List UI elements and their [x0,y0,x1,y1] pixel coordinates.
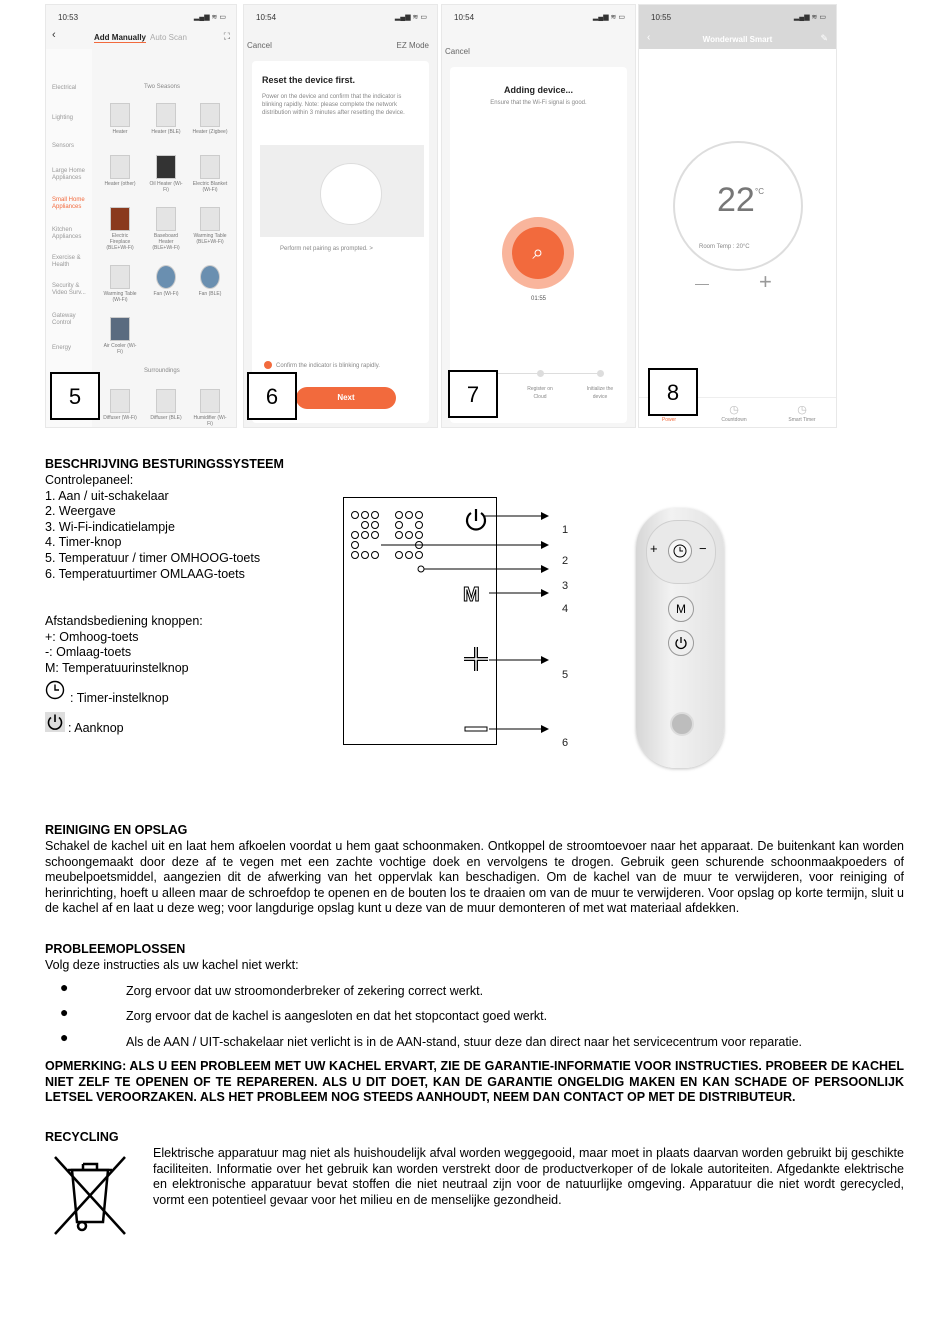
back-icon[interactable]: ‹ [52,29,56,41]
device-tile[interactable]: Humidifier (Wi-Fi) [192,389,228,427]
table-icon [200,207,220,231]
heater-icon [200,103,220,127]
confirm-label: Confirm the indicator is blinking rapidly. [276,363,380,369]
temperature-unit: °C [755,187,764,196]
panel-item: 6. Temperatuurtimer OMLAAG-toets [45,566,245,581]
pairing-link[interactable]: Perform net pairing as prompted. > [280,246,373,252]
remote-power-button[interactable] [668,630,694,656]
device-tile[interactable]: Diffuser (Wi-Fi) [102,389,138,421]
diagram-number: 2 [562,555,569,567]
cancel-button[interactable]: Cancel [445,47,470,56]
temperature-value: 22 [717,181,755,219]
countdown-timer: 01:55 [530,296,546,302]
fireplace-icon [110,207,130,231]
remote-lanyard-hole [670,712,694,736]
device-tile[interactable]: Diffuser (BLE) [148,389,184,421]
category-item[interactable]: Lighting [52,115,74,121]
humidifier-icon [200,389,220,413]
step-dot [537,370,544,377]
troubleshooting-intro: Volg deze instructies als uw kachel niet werkt: [45,958,299,972]
cleaning-text: Schakel de kachel uit en laat hem afkoelen voordat u hem gaat schoonmaken. Ontkoppel de stroomtoevoer naar het apparaat. De buitenkant kan worden schoongemaakt door deze af te vegen met een zachte vochtige doek en vervolgens te drogen. Gebruik geen schurende schoonmaakpoeders of meubelpoetsmiddel, aangezien dit de afwerking van het oppervlak kan beschadigen. Om de kachel van de muur te verwijderen, voor reiniging of herinrichting, hoeft u alleen maar de schroefdop te openen en de bouten los te draaien om van de muur te verwijderen. Voor opslag op korte termijn, sluit u de kachel af en laat u deze weg; voor langdurige opslag kunt u deze van de muur demonteren of met wat materiaal afdekken. [45,839,904,916]
status-time: 10:54 [256,13,277,22]
diffuser-icon [156,389,176,413]
troubleshooting-item: Zorg ervoor dat de kachel is aangesloten en dat het stopcontact goed werkt. [126,1009,548,1023]
device-tile[interactable]: Warming Table (Wi-Fi) [102,265,138,303]
troubleshooting-heading: PROBLEEMOPLOSSEN [45,942,186,956]
signal-icons: ▂▄▆ ≋ ▭ [793,14,826,21]
troubleshooting-item: Zorg ervoor dat uw stroomonderbreker of zekering correct werkt. [126,984,484,998]
device-tile[interactable]: Electric Fireplace (BLE+Wi-Fi) [102,207,138,251]
diagram-number: 4 [562,603,569,615]
device-tile[interactable]: Fan (Wi-Fi) [148,265,184,297]
reset-description: Power on the device and confirm that the indicator is blinking rapidly. Note: please complete the network distribution within 3 minutes after resetting the device. [262,94,405,116]
weee-bin-icon [50,1152,130,1238]
device-tile[interactable]: Heater (other) [102,155,138,187]
device-tile[interactable]: Heater (Zigbee) [192,103,228,135]
control-heading: BESCHRIJVING BESTURINGSSYSTEEM [45,457,284,471]
timer-icon [45,680,65,700]
panel-label: Controlepaneel: [45,473,134,487]
diffuser-icon [110,389,130,413]
reset-title: Reset the device first. [262,75,356,85]
panel-item: 4. Timer-knop [45,535,122,550]
device-icon [320,163,382,225]
step-dot [597,370,604,377]
bullet-icon: ● [60,979,69,995]
plus-button[interactable]: + [759,269,772,294]
panel-item: 5. Temperatuur / timer OMHOOG-toets [45,550,261,565]
diagram-number: 6 [562,737,569,749]
table-icon [110,265,130,289]
oil-heater-icon [156,155,176,179]
power-icon [45,712,65,732]
step-label: Register on Cloud [527,386,553,400]
room-temperature: Room Temp : 20°C [699,244,750,250]
timer-icon: ◷ [797,404,807,416]
cleaning-heading: REINIGING EN OPSLAG [45,823,188,837]
nav-countdown[interactable] [719,403,749,424]
scan-icon[interactable]: ⛶ [223,31,230,41]
timer-button-label: : Timer-instelknop [70,691,169,705]
step-label: Initialize the device [586,386,614,400]
recycling-heading: RECYCLING [45,1130,119,1144]
baseboard-icon [156,207,176,231]
next-button[interactable]: Next [296,387,396,409]
category-item[interactable]: Security & Video Surv... [52,283,86,296]
device-tile[interactable]: Warming Table (BLE+Wi-Fi) [192,207,228,245]
remote-minus-button[interactable]: − [699,541,707,556]
category-item-active[interactable]: Small Home Appliances [52,197,85,210]
panel-item: 3. Wi-Fi-indicatielampje [45,519,175,534]
device-title: Wonderwall Smart [702,35,773,44]
mode-switch[interactable]: EZ Mode [396,41,429,50]
screenshot-add-manually [45,4,237,428]
step-badge: 5 [50,372,100,420]
signal-icons: ▂▄▆ ≋ ▭ [193,14,226,21]
fan-icon [200,265,220,289]
power-button-label: : Aanknop [68,721,124,735]
nav-label: Smart Timer [788,417,816,423]
signal-icons: ▂▄▆ ≋ ▭ [592,14,625,21]
device-tile[interactable]: Fan (BLE) [192,265,228,297]
fan-icon [156,265,176,289]
remote-item: M: Temperatuurinstelknop [45,660,189,675]
clock-icon [669,540,691,562]
status-bar [46,5,236,27]
status-time: 10:53 [58,13,79,22]
section-title-bottom: Surroundings [144,368,180,374]
warning-note: OPMERKING: ALS U EEN PROBLEEM MET UW KACHEL ERVART, ZIE DE GARANTIE-INFORMATIE VOOR INSTRUCTIES. PROBEER DE KACHEL NIET ZELF TE OPENEN OF TE REPAREREN. ALS U DIT DOET, KAN DE GARANTIE ONGELDIG MAKEN EN KAN SCHADE OF PERSOONLIJK LETSEL VEROORZAKEN. ALS HET PROBLEEM NOG STEEDS AANHOUDT, NEEM DAN CONTACT OP MET DE DISTRIBUTEUR. [45,1059,904,1105]
power-icon [669,631,693,655]
diagram-number: 3 [562,580,569,592]
step-badge: 6 [247,372,297,420]
status-bar [639,5,836,27]
remote-label: Afstandsbediening knoppen: [45,614,203,628]
blanket-icon [200,155,220,179]
minus-button[interactable]: — [695,275,709,291]
device-tile[interactable]: Baseboard Heater (BLE+Wi-Fi) [148,207,184,251]
category-item[interactable]: Gateway Control [52,313,76,326]
heater-icon [110,155,130,179]
remote-item: +: Omhoog-toets [45,629,139,644]
remote-plus-button[interactable]: + [650,541,658,556]
signal-icons: ▂▄▆ ≋ ▭ [394,14,427,21]
bullet-icon: ● [60,1029,69,1045]
tab-auto-scan[interactable]: Auto Scan [150,33,187,42]
device-tile[interactable]: Oil Heater (Wi-Fi) [148,155,184,193]
status-time: 10:54 [454,13,475,22]
control-list [45,473,260,582]
edit-icon[interactable]: ✎ [820,33,828,43]
remote-timer-button[interactable] [668,539,692,563]
remote-list [45,614,203,676]
category-item[interactable]: Sensors [52,143,75,149]
nav-smart-timer[interactable] [785,403,819,424]
heater-icon [156,103,176,127]
check-icon[interactable] [264,361,272,369]
svg-text:M: M [463,584,480,606]
category-item[interactable]: Large Home Appliances [52,168,86,181]
diagram-number: 5 [562,669,569,681]
troubleshooting-item: Als de AAN / UIT-schakelaar niet verlicht is in de AAN-stand, stuur deze dan direct naar het servicecentrum voor reparatie. [126,1035,803,1049]
status-bar [442,5,635,27]
search-icon: ⌕ [512,227,564,279]
tab-add-manually[interactable]: Add Manually [94,33,147,42]
device-tile[interactable]: Heater (BLE) [148,103,184,135]
nav-label: Power [661,417,677,423]
device-tile[interactable]: Electric Blanket (Wi-Fi) [192,155,228,193]
clock-icon: ◷ [729,404,739,416]
section-title: Two Seasons [144,84,181,90]
device-tile[interactable]: Heater [102,103,138,135]
status-bar [244,5,437,27]
heater-icon [110,103,130,127]
step-badge: 8 [648,368,698,416]
category-item[interactable]: Energy [52,345,72,351]
control-panel-diagram [343,497,577,747]
diagram-number: 1 [562,524,569,536]
cancel-button[interactable]: Cancel [247,41,272,50]
air-cooler-icon [110,317,130,341]
remote-control [636,508,724,768]
panel-item: 2. Weergave [45,504,116,519]
adding-subtitle: Ensure that the Wi-Fi signal is good. [490,100,587,106]
category-item[interactable]: Kitchen Appliances [52,227,82,240]
category-item[interactable]: Electrical [52,85,77,91]
screenshot-reset-device [243,4,438,428]
status-time: 10:55 [651,13,672,22]
screenshot-thermostat [638,4,837,428]
panel-item: 1. Aan / uit-schakelaar [45,488,169,503]
bullet-icon: ● [60,1004,69,1020]
category-item[interactable]: Exercise & Health [52,255,81,268]
device-illustration [260,145,424,237]
back-icon[interactable]: ‹ [647,32,651,43]
device-tile[interactable]: Air Cooler (Wi-Fi) [102,317,138,355]
screenshot-adding-device [441,4,636,428]
step-badge: 7 [448,370,498,418]
nav-label: Countdown [721,417,747,423]
adding-title: Adding device... [503,85,573,95]
remote-item: -: Omlaag-toets [45,645,132,660]
remote-m-button[interactable]: M [668,596,694,622]
recycling-text: Elektrische apparatuur mag niet als huishoudelijk afval worden weggegooid, maar moet in plaats daarvan worden gebruikt bij geschikte faciliteiten. Informatie over het gebruik kan worden verstrekt door de productverkoper of de lokale autoriteiten. Afgedankte elektrische en elektronische apparatuur bevat stoffen die niet neutraal zijn voor de natuurlijke omgeving. Apparatuur die niet wordt gerecycled, vormt een potentieel gevaar voor het milieu en de menselijke gezondheid. [153,1146,904,1207]
